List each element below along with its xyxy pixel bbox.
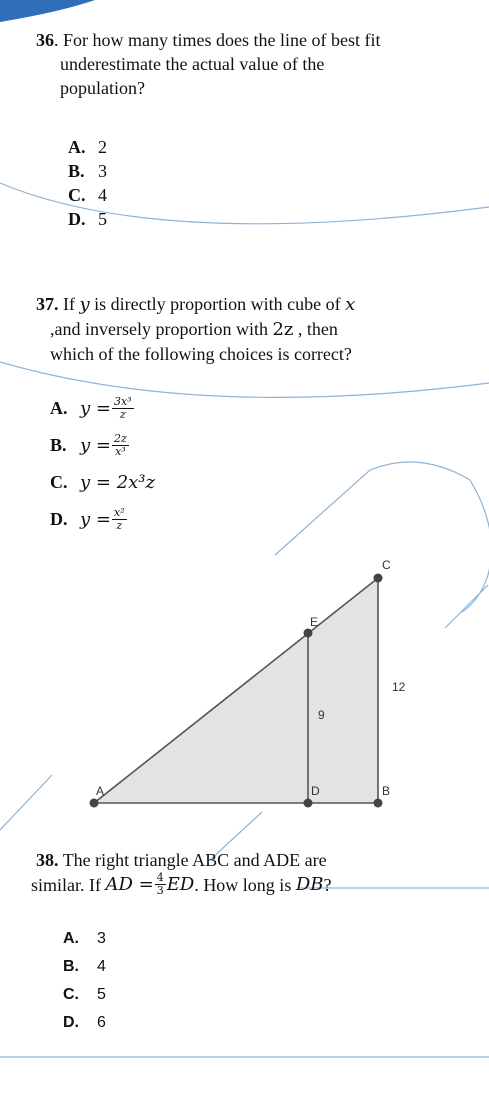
fraction-den: x³ xyxy=(115,445,126,458)
question-38-line1 xyxy=(31,848,471,872)
point-d xyxy=(304,799,313,808)
label-c: C xyxy=(382,558,391,572)
label-e: E xyxy=(310,615,319,629)
label-d: D xyxy=(311,784,320,798)
option-letter: A. xyxy=(68,137,86,157)
q38-text: The right triangle ABC and ADE are xyxy=(62,850,327,870)
option-38-a[interactable] xyxy=(63,925,106,953)
option-38-b[interactable] xyxy=(63,953,106,981)
option-lhs: y = 2x³z xyxy=(80,472,155,493)
label-cb-length: 12 xyxy=(392,680,406,694)
point-e xyxy=(304,629,313,638)
option-value: 6 xyxy=(97,1014,106,1031)
option-value: 5 xyxy=(97,986,106,1003)
expr-2z: 2z xyxy=(272,319,294,340)
option-lhs: y = xyxy=(80,435,111,456)
option-letter: C. xyxy=(63,986,79,1003)
option-letter: C. xyxy=(50,472,68,492)
triangle-abc xyxy=(94,578,378,803)
option-letter: B. xyxy=(68,161,85,181)
expr-ed: ED xyxy=(166,873,195,895)
option-38-c[interactable] xyxy=(63,981,106,1009)
option-letter: D. xyxy=(63,1014,79,1031)
question-36-number: 36 xyxy=(36,30,54,50)
q38-text: similar. If xyxy=(31,874,101,895)
fraction-num: 2z xyxy=(113,432,127,445)
label-ed-length: 9 xyxy=(318,708,325,722)
option-value: 2 xyxy=(98,137,107,157)
question-38-line2 xyxy=(31,872,471,897)
question-37-line3: which of the following choices is correct? xyxy=(50,344,352,364)
option-value: 4 xyxy=(98,185,107,205)
var-y: y xyxy=(79,294,90,315)
point-c xyxy=(374,574,383,583)
option-38-d[interactable] xyxy=(63,1009,106,1037)
question-38-number: 38. xyxy=(36,850,59,870)
expr-ad: AD = xyxy=(105,873,154,895)
var-x: x xyxy=(345,294,356,315)
q37-text: is directly proportion with cube of xyxy=(94,294,341,314)
option-letter: A. xyxy=(63,930,79,947)
option-letter: D. xyxy=(50,509,68,529)
question-38-options xyxy=(63,925,106,1037)
option-letter: C. xyxy=(68,185,86,205)
option-letter: A. xyxy=(50,398,68,418)
q37-text: , then xyxy=(297,319,338,339)
point-a xyxy=(90,799,99,808)
label-b: B xyxy=(382,784,391,798)
q37-text: If xyxy=(63,294,75,314)
q37-text: ,and inversely proportion with xyxy=(50,319,268,339)
option-letter: D. xyxy=(68,209,86,229)
question-36-line3: population? xyxy=(60,78,145,98)
fraction-den: 3 xyxy=(156,884,164,897)
question-38 xyxy=(31,848,471,897)
question-36-line2: underestimate the actual value of the xyxy=(60,54,325,74)
option-value: 5 xyxy=(98,209,107,229)
option-value: 3 xyxy=(98,161,107,181)
question-36-text1: . For how many times does the line of best fit xyxy=(54,30,381,50)
option-letter: B. xyxy=(50,435,67,455)
option-lhs: y = xyxy=(80,398,111,419)
fraction-den: z xyxy=(116,519,123,532)
q38-text: . How long is xyxy=(194,874,292,895)
q38-text: ? xyxy=(323,874,332,895)
fraction-num: x² xyxy=(113,506,125,519)
option-lhs: y = xyxy=(80,509,111,530)
label-a: A xyxy=(96,784,105,798)
fraction-num: 4 xyxy=(156,871,164,884)
option-letter: B. xyxy=(63,958,79,975)
option-value: 3 xyxy=(97,930,106,947)
option-value: 4 xyxy=(97,958,106,975)
question-37-number: 37. xyxy=(36,294,59,314)
fraction-num: 3x³ xyxy=(113,395,132,408)
fraction xyxy=(155,872,166,897)
expr-db: DB xyxy=(295,873,324,895)
point-b xyxy=(374,799,383,808)
fraction-den: z xyxy=(119,408,126,421)
